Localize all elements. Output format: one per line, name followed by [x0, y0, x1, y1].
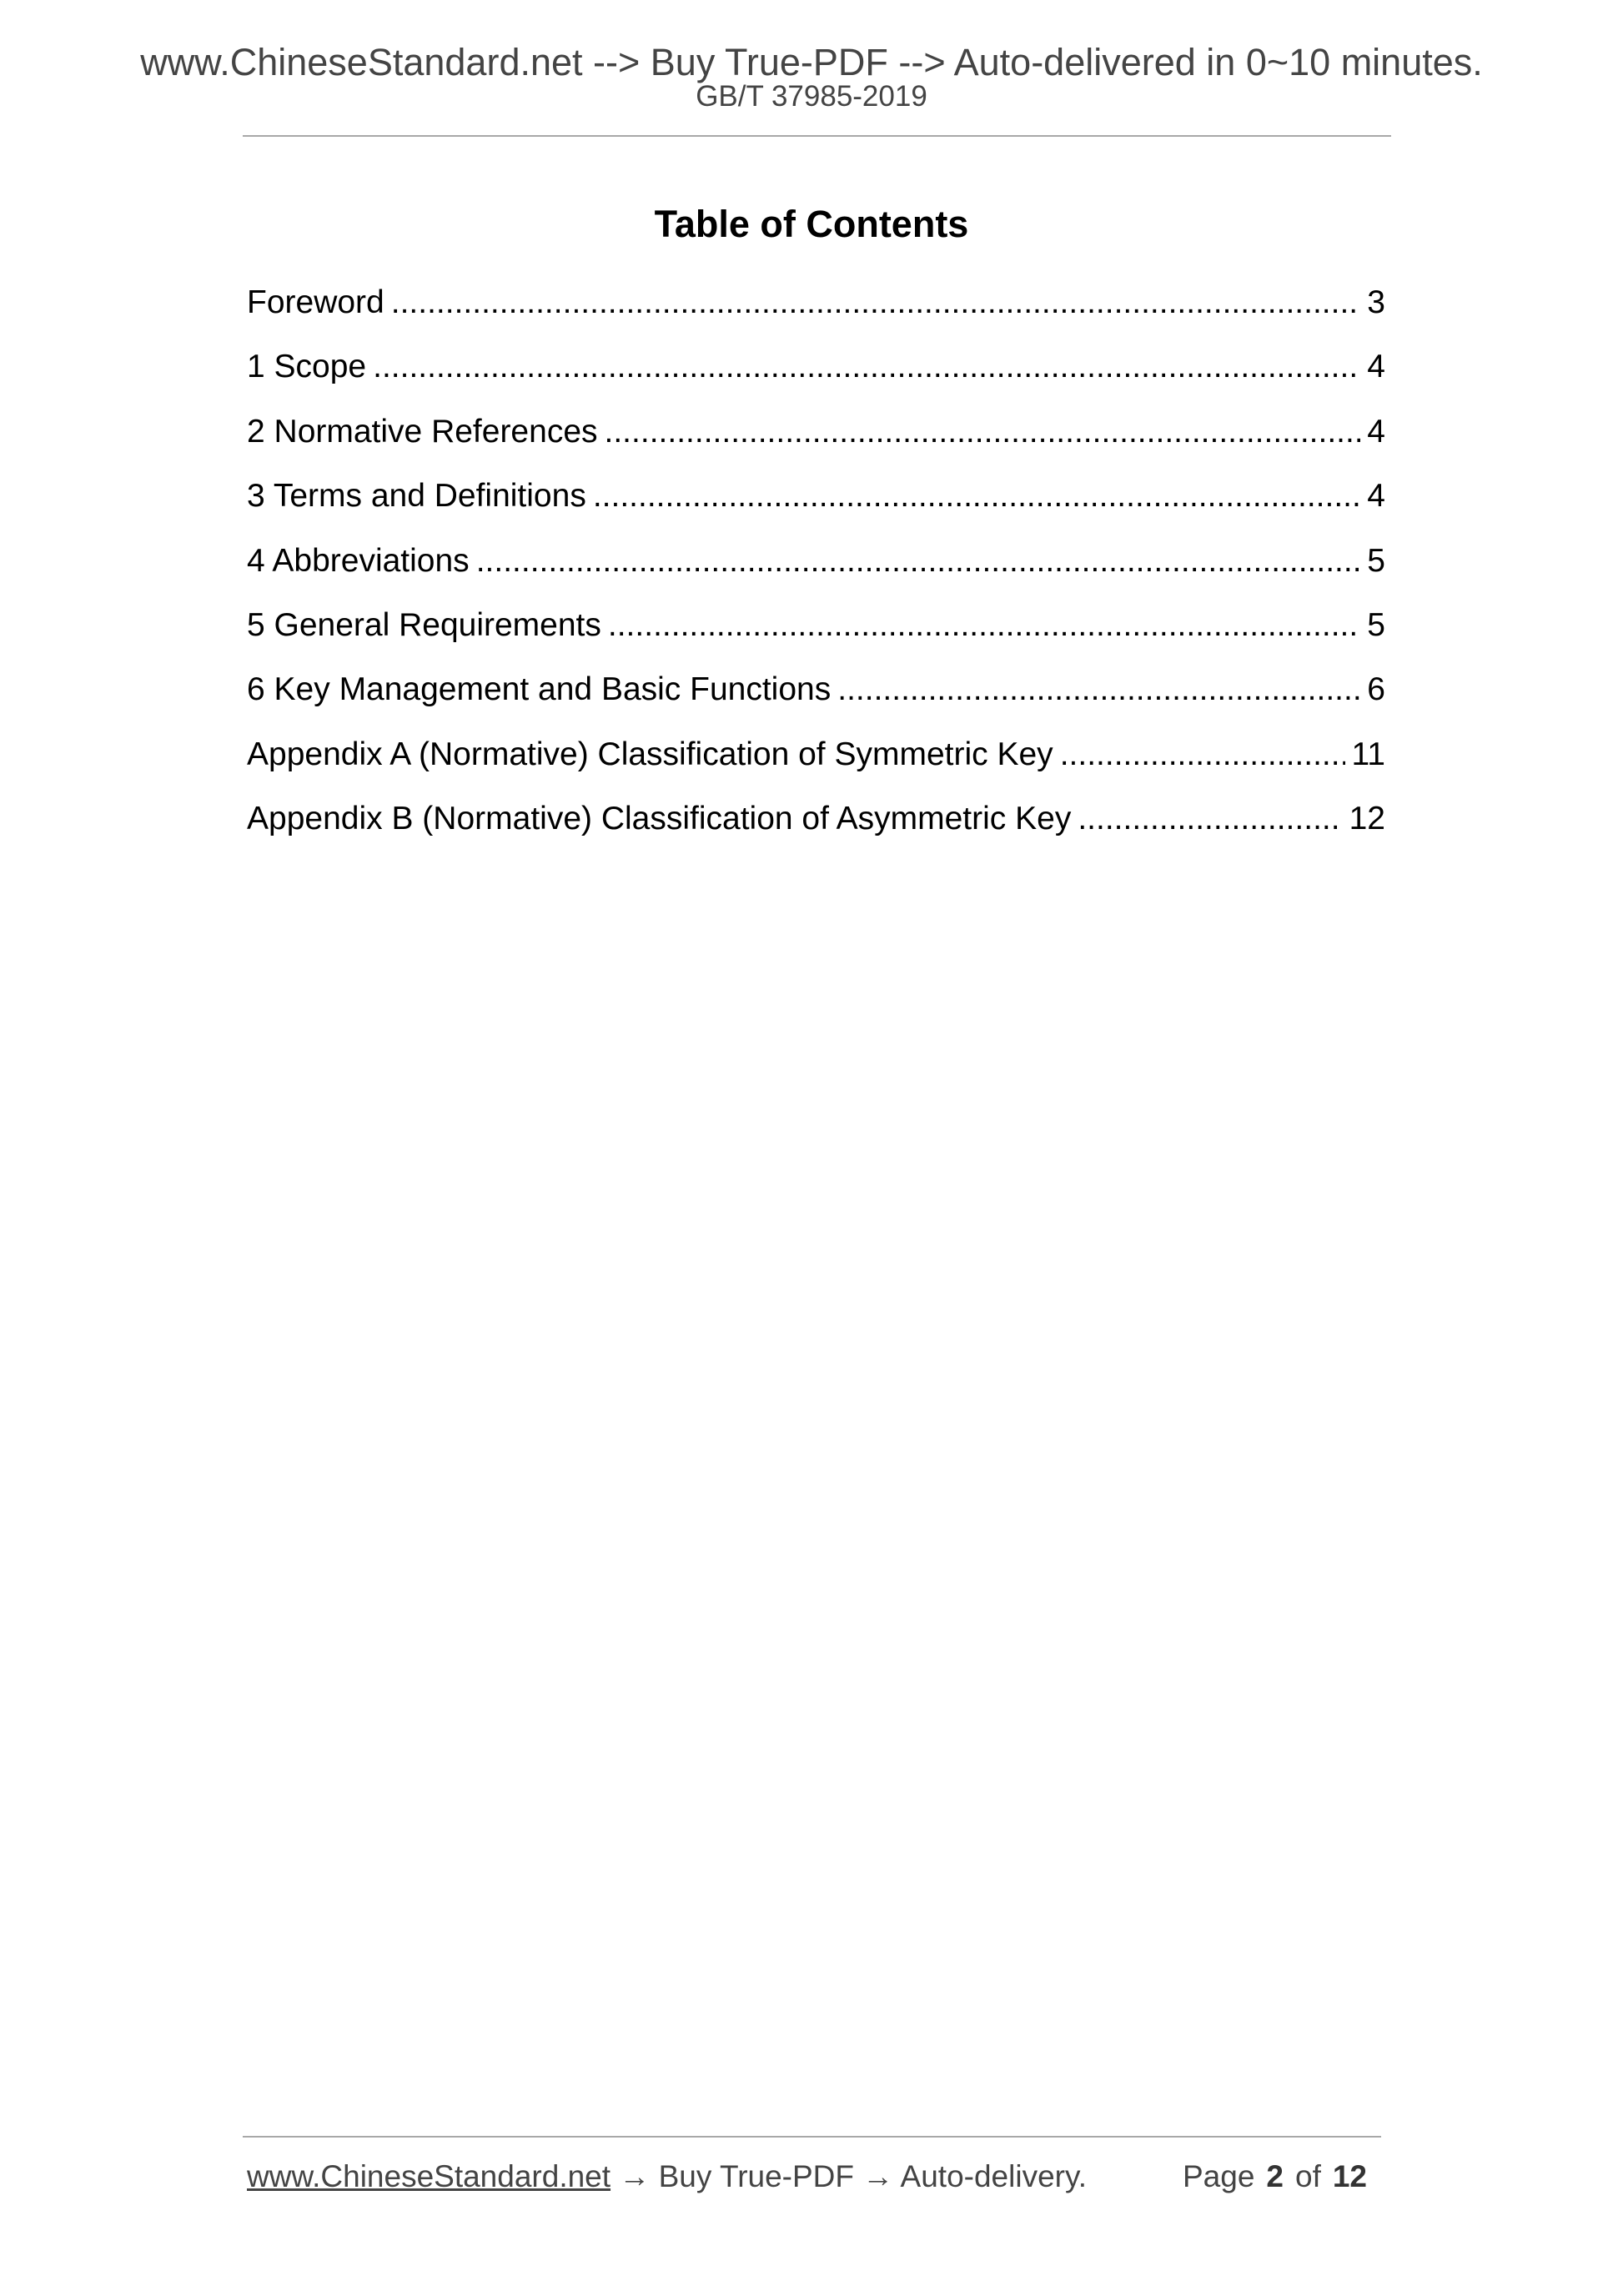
toc-dot-leader: [1078, 796, 1342, 842]
footer-divider: [243, 2136, 1381, 2138]
footer-promo: [247, 2158, 1087, 2196]
toc-entry-key-management[interactable]: [247, 667, 1385, 731]
toc-entry-page: 4: [1367, 413, 1385, 450]
table-of-contents: [247, 280, 1385, 862]
page-total: 12: [1332, 2159, 1368, 2193]
toc-entry-page: 5: [1367, 542, 1385, 579]
toc-dot-leader: [476, 539, 1361, 584]
arrow-right-icon: →: [862, 2159, 894, 2193]
toc-entry-abbreviations[interactable]: [247, 539, 1385, 603]
toc-entry-page: 11: [1351, 736, 1385, 772]
toc-entry-scope[interactable]: [247, 344, 1385, 409]
toc-entry-label: 6 Key Management and Basic Functions: [247, 671, 832, 708]
toc-dot-leader: [1060, 732, 1345, 777]
toc-entry-appendix-b[interactable]: [247, 796, 1385, 861]
toc-entry-page: 5: [1367, 606, 1385, 643]
toc-entry-appendix-a[interactable]: [247, 732, 1385, 796]
footer-delivery-text: Auto-delivery.: [900, 2159, 1088, 2193]
toc-entry-label: 5 General Requirements: [247, 606, 601, 643]
toc-entry-page: 4: [1367, 349, 1385, 385]
toc-entry-label: Appendix A (Normative) Classification of Symmetric Key: [247, 736, 1053, 772]
header-divider: [243, 135, 1391, 137]
toc-entry-label: 4 Abbreviations: [247, 542, 470, 579]
page-of-label: of: [1295, 2159, 1321, 2193]
document-id: GB/T 37985-2019: [696, 80, 927, 113]
page-current: 2: [1266, 2159, 1284, 2193]
toc-entry-label: 1 Scope: [247, 349, 367, 385]
toc-entry-page: 6: [1367, 671, 1385, 708]
toc-entry-label: Appendix B (Normative) Classification of Asymmetric Key: [247, 801, 1072, 837]
arrow-right-icon: →: [619, 2159, 651, 2193]
toc-dot-leader: [608, 603, 1360, 648]
page-indicator: [1183, 2158, 1367, 2196]
toc-entry-label: 3 Terms and Definitions: [247, 478, 586, 515]
toc-dot-leader: [593, 474, 1360, 519]
footer-buy-text: Buy True-PDF: [658, 2159, 855, 2193]
toc-entry-page: 4: [1367, 478, 1385, 515]
toc-dot-leader: [373, 344, 1360, 389]
footer-website-link[interactable]: www.ChineseStandard.net: [247, 2159, 611, 2193]
toc-dot-leader: [837, 667, 1360, 712]
toc-title: Table of Contents: [654, 203, 969, 245]
toc-entry-foreword[interactable]: [247, 280, 1385, 344]
toc-entry-terms-and-definitions[interactable]: [247, 474, 1385, 538]
toc-entry-page: 12: [1349, 801, 1385, 837]
toc-entry-label: Foreword: [247, 284, 384, 320]
toc-dot-leader: [391, 280, 1361, 325]
page-label: Page: [1183, 2159, 1255, 2193]
toc-entry-label: 2 Normative References: [247, 413, 598, 450]
toc-dot-leader: [605, 409, 1361, 455]
header-banner: www.ChineseStandard.net --> Buy True-PDF --> Auto-delivered in 0~10 minutes.: [140, 41, 1483, 83]
toc-entry-general-requirements[interactable]: [247, 603, 1385, 667]
toc-entry-page: 3: [1367, 284, 1385, 320]
toc-entry-normative-references[interactable]: [247, 409, 1385, 474]
